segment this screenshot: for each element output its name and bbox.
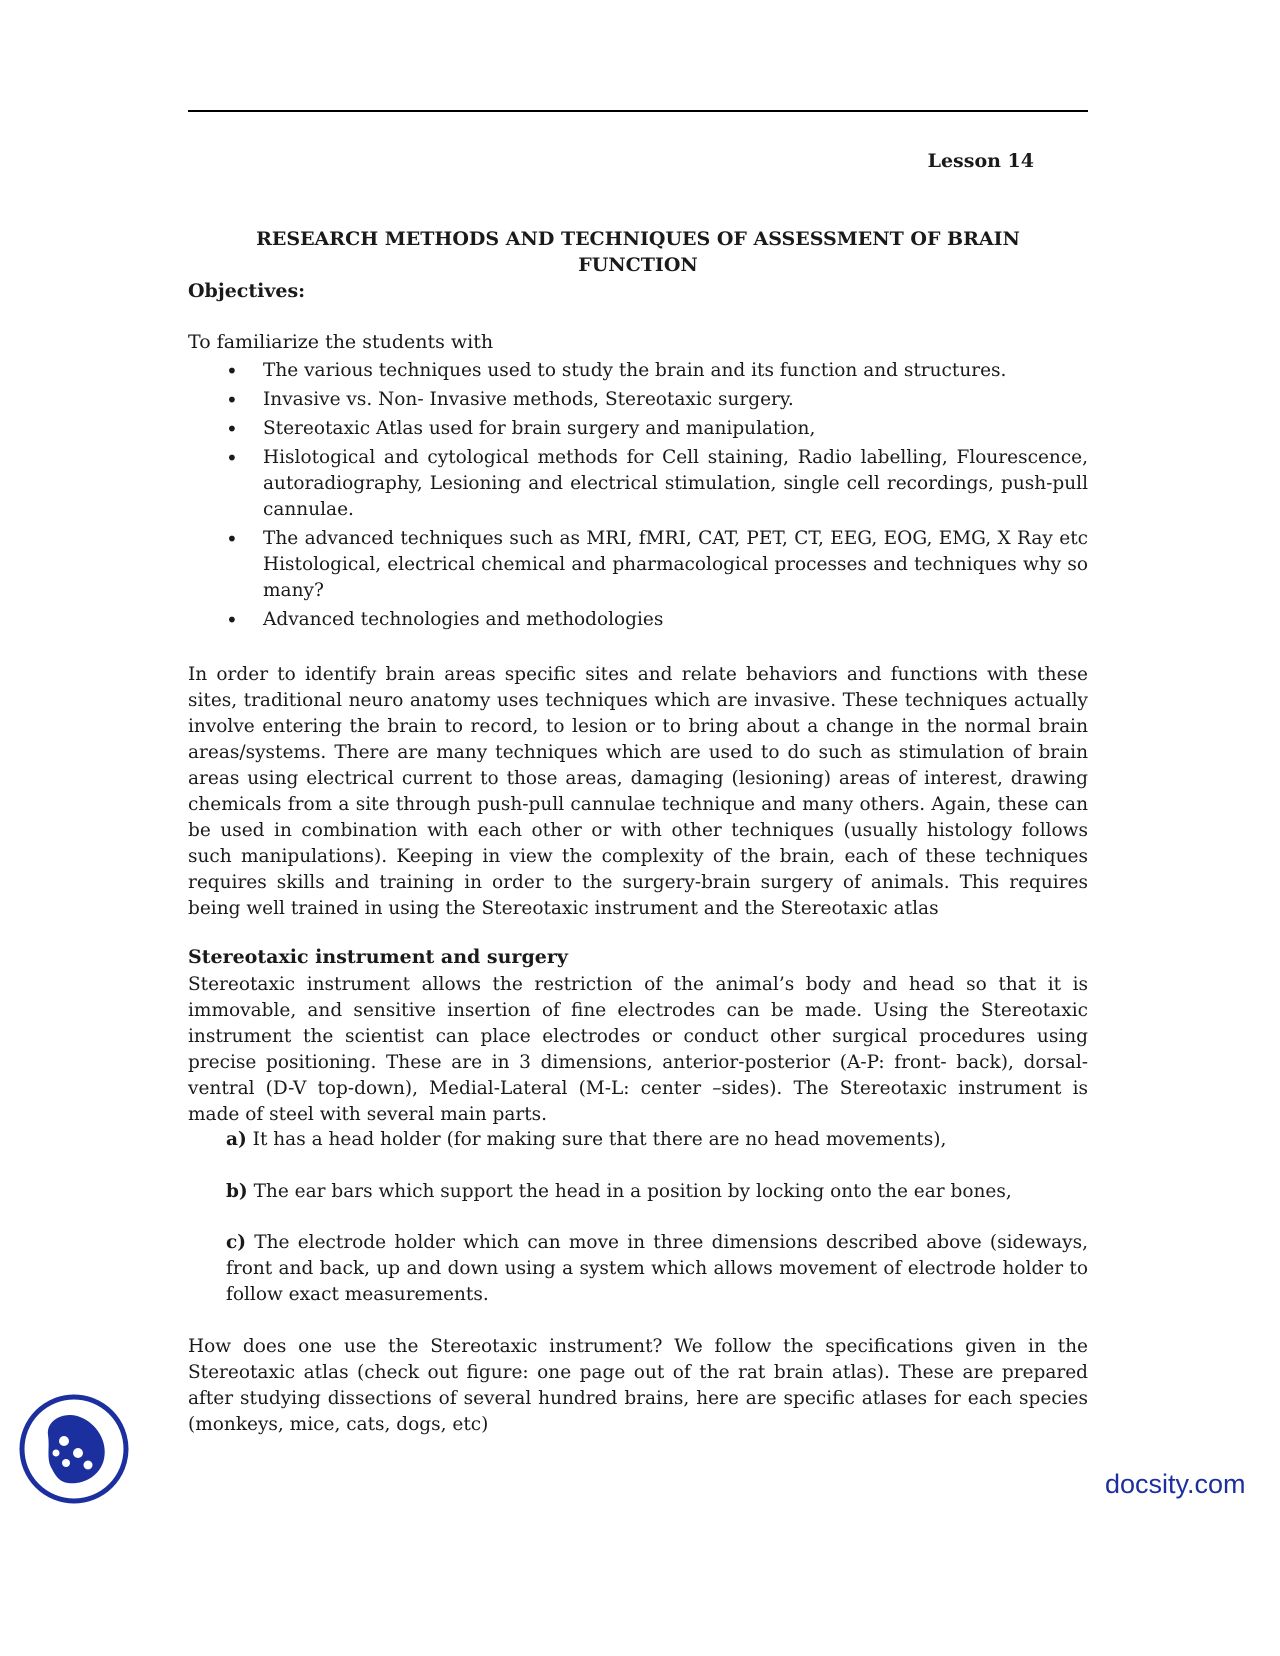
part-item-a bbox=[226, 1127, 1088, 1153]
list-item: • Invasive vs. Non- Invasive methods, Stereotaxic surgery. bbox=[188, 387, 1088, 413]
list-item: • Advanced technologies and methodologies bbox=[188, 607, 1088, 633]
part-text-c: The electrode holder which can move in three dimensions described above (sideways, front and back, up and down using a system which allows movement of electrode holder to follow exact measurements. bbox=[226, 1232, 1088, 1305]
part-text-b: The ear bars which support the head in a position by locking onto the ear bones, bbox=[247, 1181, 1012, 1202]
intro-paragraph: In order to identify brain areas specific sites and relate behaviors and functions with these sites, traditional neuro anatomy uses techniques which are invasive. These techniques actually involve entering the brain to record, to lesion or to bring about a change in the normal brain areas/systems. There are many techniques which are used to do such as stimulation of brain areas using electrical current to those areas, damaging (lesioning) areas of interest, drawing chemicals from a site through push-pull cannulae technique and many others. Again, these can be used in combination with each other or with other techniques (usually histology follows such manipulations). Keeping in view the complexity of the brain, each of these techniques requires skills and training in order to the surgery-brain surgery of animals. This requires being well trained in using the Stereotaxic instrument and the Stereotaxic atlas bbox=[188, 664, 1088, 919]
header-rule bbox=[188, 110, 1088, 112]
objectives-heading: Objectives: bbox=[188, 280, 306, 302]
list-item: • Hislotogical and cytological methods for Cell staining, Radio labelling, Flourescence, autoradiography, Lesioning and electrical stimulation, single cell recordings, push-pull cannulae. bbox=[188, 445, 1088, 523]
list-item: • The various techniques used to study the brain and its function and structures. bbox=[188, 358, 1088, 384]
part-text-a: It has a head holder (for making sure that there are no head movements), bbox=[246, 1129, 947, 1150]
list-item: • Stereotaxic Atlas used for brain surgery and manipulation, bbox=[188, 416, 1088, 442]
docsity-logo-svg bbox=[18, 1393, 130, 1505]
lesson-number: Lesson 14 bbox=[927, 150, 1034, 172]
stereotaxic-paragraph: Stereotaxic instrument allows the restriction of the animal’s body and head so that it is immovable, and sensitive insertion of fine electrodes can be made. Using the Stereotaxic instrument the scientist can place electrodes or conduct other surgical procedures using precise positioning. These are in 3 dimensions, anterior-posterior (A-P: front- back), dorsal-ventral (D-V top-down), Medial-Lateral (M-L: center –sides). The Stereotaxic instrument is made of steel with several main parts. bbox=[188, 974, 1088, 1125]
part-item-b bbox=[226, 1179, 1088, 1205]
title-line-2: FUNCTION bbox=[578, 254, 698, 276]
part-label-b: b) bbox=[226, 1181, 248, 1202]
part-label-a: a) bbox=[226, 1129, 247, 1150]
part-item-c bbox=[226, 1230, 1088, 1308]
usage-paragraph: How does one use the Stereotaxic instrument? We follow the specifications given in the Stereotaxic atlas (check out figure: one page out of the rat brain atlas). These are prepared after studying dissections of several hundred brains, here are specific atlases for each species (monkeys, mice, cats, dogs, etc) bbox=[188, 1336, 1088, 1435]
part-label-c: c) bbox=[226, 1232, 247, 1253]
section-heading: Stereotaxic instrument and surgery bbox=[188, 946, 568, 968]
objectives-list bbox=[188, 358, 1088, 636]
document-page bbox=[188, 0, 1088, 1656]
objectives-intro: To familiarize the students with bbox=[188, 331, 494, 353]
list-item: • The advanced techniques such as MRI, fMRI, CAT, PET, CT, EEG, EOG, EMG, X Ray etc Histological, electrical chemical and pharmacological processes and techniques why so many? bbox=[188, 526, 1088, 604]
title-line-1: RESEARCH METHODS AND TECHNIQUES OF ASSESSMENT OF BRAIN bbox=[256, 228, 1020, 250]
docsity-watermark[interactable]: docsity.com bbox=[1105, 1469, 1246, 1499]
docsity-logo-icon[interactable] bbox=[18, 1393, 130, 1505]
page-title bbox=[188, 226, 1088, 278]
